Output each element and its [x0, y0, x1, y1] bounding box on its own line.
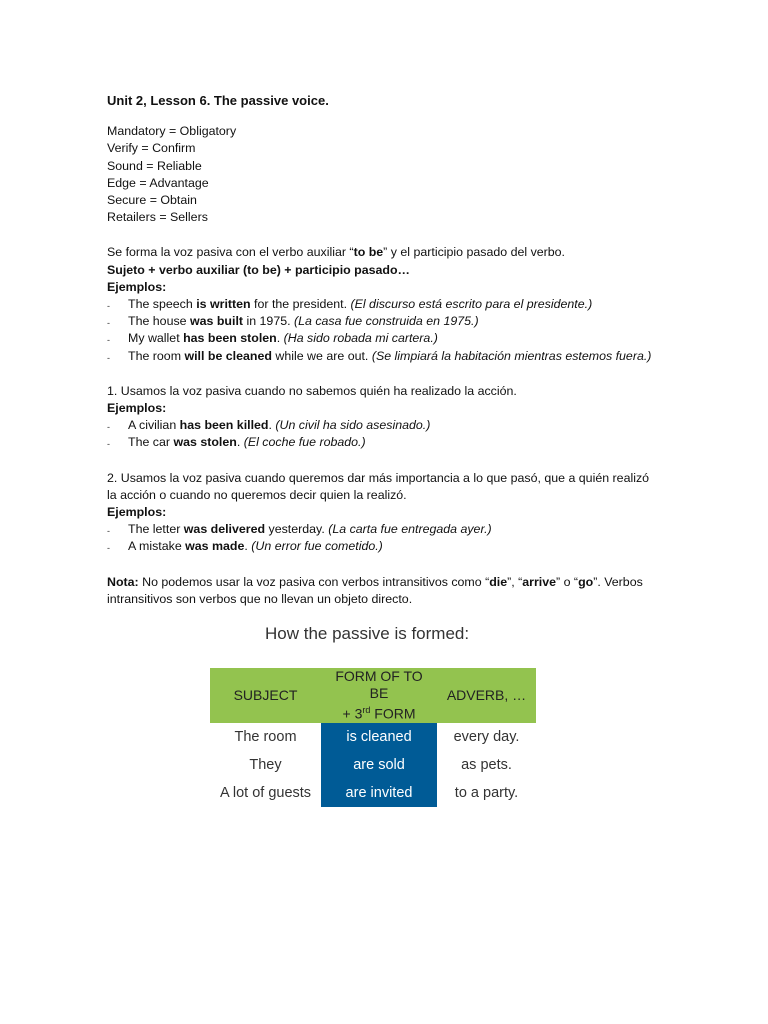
- vocab-item: Sound = Reliable: [107, 158, 202, 173]
- header-form: FORM OF TO BE + 3rd FORM: [321, 668, 437, 723]
- adverb-cell: to a party.: [454, 784, 519, 801]
- verb-cell: are invited: [321, 779, 437, 807]
- adverb-cell: as pets.: [461, 756, 512, 773]
- subject-cell: The room: [234, 728, 297, 745]
- list-item: - A mistake was made. (Un error fue cometido.): [107, 539, 383, 554]
- header-adverb: ADVERB, …: [437, 668, 536, 723]
- vocabulary-list: [107, 123, 667, 226]
- subject-cell: A lot of guests: [219, 784, 312, 801]
- list-item: - The letter was delivered yesterday. (La carta fue entregada ayer.): [107, 522, 492, 537]
- list-item: - The speech is written for the president. (El discurso está escrito para el presidente.): [107, 297, 593, 312]
- document-body: [107, 92, 667, 608]
- note: Nota: No podemos usar la voz pasiva con verbos intransitivos como “die”, “arrive” o “go”. Verbos intransitivos son verbos que no llevan un objeto directo.: [107, 574, 643, 606]
- table-header-row: [210, 668, 536, 723]
- vocab-item: Retailers = Sellers: [107, 210, 208, 225]
- examples-list: [107, 417, 667, 451]
- verb-cell: are sold: [321, 751, 437, 779]
- examples-list: [107, 521, 667, 555]
- list-item: - A civilian has been killed. (Un civil ha sido asesinado.): [107, 418, 431, 433]
- passive-table: [210, 668, 536, 807]
- list-item: - The house was built in 1975. (La casa fue construida en 1975.): [107, 314, 479, 329]
- list-item: - My wallet has been stolen. (Ha sido robada mi cartera.): [107, 331, 438, 346]
- section-2-text: 2. Usamos la voz pasiva cuando queremos dar más importancia a lo que pasó, que a quién realizó la acción o cuando no queremos decir quien la realizó.: [107, 470, 650, 502]
- passive-formation-figure: [210, 624, 540, 807]
- list-item: - The room will be cleaned while we are out. (Se limpiará la habitación mientras estemos fuera.): [107, 348, 652, 363]
- adverb-cell: every day.: [453, 728, 520, 745]
- examples-label: Ejemplos:: [107, 505, 167, 520]
- vocab-item: Mandatory = Obligatory: [107, 124, 237, 139]
- examples-list: [107, 296, 667, 365]
- table-row: [210, 779, 536, 807]
- table-row: [210, 723, 536, 751]
- vocab-item: Verify = Confirm: [107, 141, 196, 156]
- vocab-item: Secure = Obtain: [107, 193, 197, 208]
- page-title: Unit 2, Lesson 6. The passive voice.: [107, 93, 329, 108]
- subject-cell: They: [249, 756, 282, 773]
- list-item: - The car was stolen. (El coche fue robado.): [107, 435, 366, 450]
- intro-sentence: Se forma la voz pasiva con el verbo auxiliar “to be” y el participio pasado del verbo.: [107, 245, 566, 260]
- vocab-item: Edge = Advantage: [107, 175, 209, 190]
- examples-label: Ejemplos:: [107, 279, 167, 294]
- formula: Sujeto + verbo auxiliar (to be) + participio pasado…: [107, 262, 410, 277]
- table-row: [210, 751, 536, 779]
- verb-cell: is cleaned: [321, 723, 437, 751]
- figure-title: How the passive is formed:: [265, 624, 470, 643]
- section-1-text: 1. Usamos la voz pasiva cuando no sabemos quién ha realizado la acción.: [107, 383, 517, 398]
- examples-label: Ejemplos:: [107, 401, 167, 416]
- header-subject: SUBJECT: [210, 668, 321, 723]
